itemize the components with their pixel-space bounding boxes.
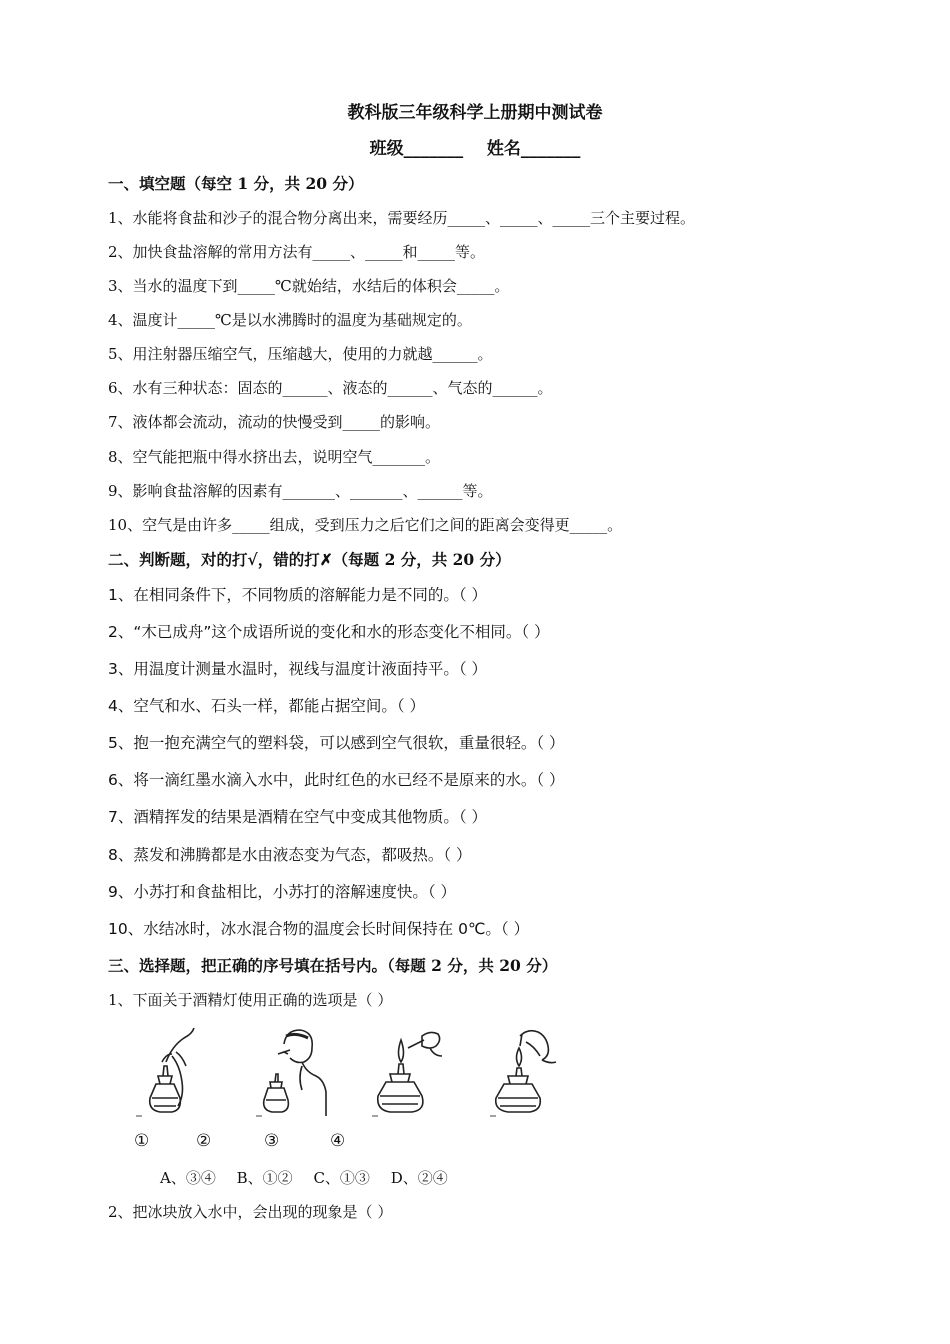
alcohol-lamp-figures (128, 1026, 568, 1121)
judge-item: 9、小苏打和食盐相比，小苏打的溶解速度快。（ ） (108, 883, 457, 901)
fill-item: 3、当水的温度下到_____℃就始结，水结后的体积会_____。 (108, 277, 510, 295)
option-d: D、②④ (390, 1169, 448, 1187)
judge-item: 4、空气和水、石头一样，都能占据空间。（ ） (108, 697, 426, 715)
judge-item: 8、蒸发和沸腾都是水由液态变为气态，都吸热。（ ） (108, 846, 472, 864)
option-a: A、③④ (160, 1169, 216, 1187)
choice-question-1: 1、下面关于酒精灯使用正确的选项是（ ） (108, 991, 393, 1009)
figure-label: ② (196, 1131, 212, 1151)
lighting-lamp-from-lamp-icon (490, 1026, 562, 1118)
judge-item: 1、在相同条件下，不同物质的溶解能力是不同的。（ ） (108, 586, 488, 604)
figure-label: ③ (264, 1131, 280, 1151)
lighting-lamp-with-match-icon (372, 1026, 444, 1118)
section-heading-fill-blank: 一、填空题（每空 1 分，共 20 分） (108, 174, 364, 193)
judge-item: 3、用温度计测量水温时，视线与温度计液面持平。（ ） (108, 660, 488, 678)
judge-item: 7、酒精挥发的结果是酒精在空气中变成其他物质。（ ） (108, 808, 488, 826)
judge-item: 5、抱一抱充满空气的塑料袋，可以感到空气很软，重量很轻。（ ） (108, 734, 565, 752)
fill-item: 1、水能将食盐和沙子的混合物分离出来，需要经历_____、_____、_____三个主要过程。 (108, 209, 696, 227)
fill-item: 8、空气能把瓶中得水挤出去，说明空气_______。 (108, 448, 441, 466)
fill-item: 4、温度计_____℃是以水沸腾时的温度为基础规定的。 (108, 311, 472, 329)
judge-item: 10、水结冰时，冰水混合物的温度会长时间保持在 0℃。（ ） (108, 920, 530, 938)
figure-label: ④ (330, 1131, 346, 1151)
choice-options (160, 1167, 464, 1188)
fill-item: 7、液体都会流动，流动的快慢受到_____的影响。 (108, 413, 441, 431)
fill-item: 9、影响食盐溶解的因素有_______、_______、______等。 (108, 482, 493, 500)
option-b: B、①② (236, 1169, 293, 1187)
figure-labels (130, 1131, 390, 1153)
page-title: 教科版三年级科学上册期中测试卷 (347, 103, 603, 123)
alcohol-lamp-capped-icon (136, 1026, 206, 1118)
fill-item: 6、水有三种状态：固态的______、液态的______、气态的______。 (108, 379, 553, 397)
fill-item: 5、用注射器压缩空气，压缩越大，使用的力就越______。 (108, 345, 493, 363)
judge-item: 2、“木已成舟”这个成语所说的变化和水的形态变化不相同。（ ） (108, 623, 550, 641)
blowing-out-lamp-icon (256, 1026, 328, 1118)
class-name-line: 班级_______ 姓名_______ (369, 139, 581, 159)
fill-item: 2、加快食盐溶解的常用方法有_____、_____和_____等。 (108, 243, 486, 261)
option-c: C、①③ (313, 1169, 370, 1187)
judge-item: 6、将一滴红墨水滴入水中，此时红色的水已经不是原来的水。（ ） (108, 771, 565, 789)
figure-label: ① (134, 1131, 150, 1151)
choice-question-2: 2、把冰块放入水中，会出现的现象是（ ） (108, 1203, 393, 1221)
fill-item: 10、空气是由许多_____组成，受到压力之后它们之间的距离会变得更_____。 (108, 516, 623, 534)
section-heading-true-false: 二、判断题，对的打√，错的打✗（每题 2 分，共 20 分） (108, 550, 511, 569)
section-heading-multiple-choice: 三、选择题，把正确的序号填在括号内。（每题 2 分，共 20 分） (108, 956, 558, 975)
